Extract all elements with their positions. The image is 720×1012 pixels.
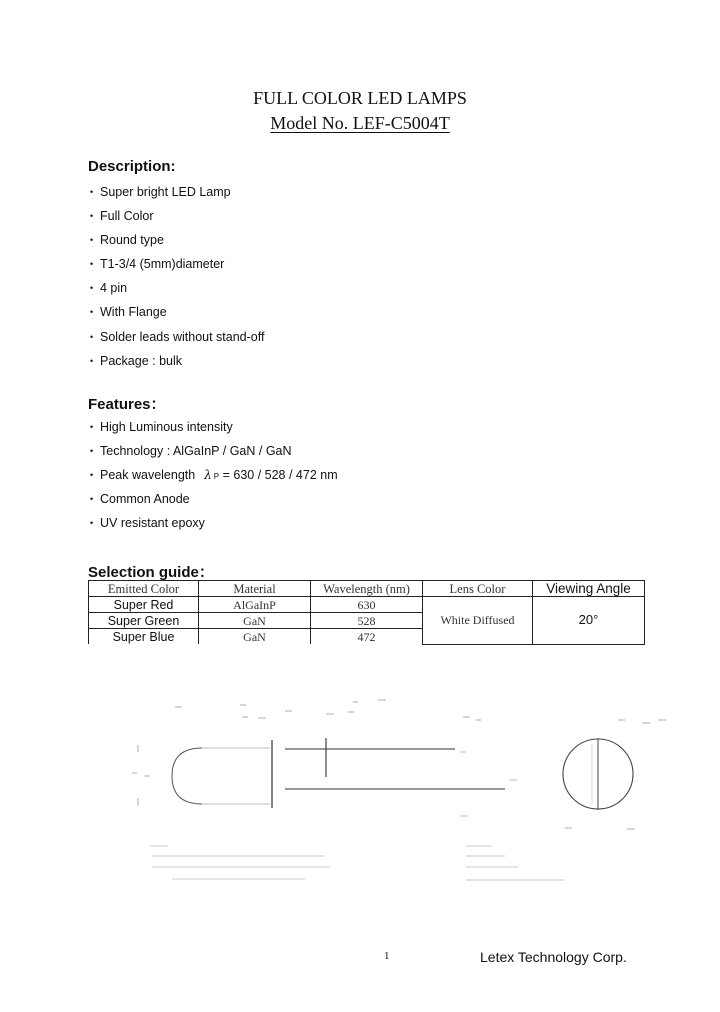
cell-lens-color: White Diffused (423, 597, 533, 645)
table-header-row (89, 581, 645, 597)
list-item: • Technology : AlGaInP / GaN / GaN (90, 444, 338, 468)
peak-wavelength-value: = 630 / 528 / 472 nm (222, 468, 338, 483)
list-item: • With Flange (90, 305, 264, 329)
cell-wavelength: 528 (311, 613, 423, 629)
list-item: • 4 pin (90, 281, 264, 305)
list-item: • T1-3/4 (5mm)diameter (90, 257, 264, 281)
list-item: • Full Color (90, 209, 264, 233)
cell-wavelength: 472 (311, 629, 423, 645)
table-row (89, 597, 645, 613)
cell-viewing-angle: 20° (533, 597, 645, 645)
list-item: • High Luminous intensity (90, 420, 338, 444)
company-name: Letex Technology Corp. (480, 949, 627, 965)
lambda-subscript: P (213, 472, 220, 482)
features-list (90, 420, 338, 540)
list-item-peak-wavelength (90, 468, 338, 492)
cell-color: Super Red (89, 597, 199, 613)
cell-material: GaN (199, 613, 311, 629)
faint-notes (150, 846, 565, 880)
cell-color: Super Blue (89, 629, 199, 645)
list-item: • Common Anode (90, 492, 338, 516)
peak-wavelength-label: Peak wavelength (100, 468, 196, 483)
description-heading: Description: (88, 158, 176, 175)
description-list (90, 185, 264, 378)
header-emitted-color: Emitted Color (89, 581, 199, 597)
list-item: • Round type (90, 233, 264, 257)
cell-material: GaN (199, 629, 311, 645)
lambda-symbol: λ (204, 468, 212, 483)
header-wavelength: Wavelength (nm) (311, 581, 423, 597)
cell-material: AlGaInP (199, 597, 311, 613)
package-dimension-drawing (120, 680, 680, 890)
cell-wavelength: 630 (311, 597, 423, 613)
header-lens-color: Lens Color (423, 581, 533, 597)
led-dome-outline (172, 748, 202, 804)
features-heading: Features： (88, 396, 166, 413)
header-material: Material (199, 581, 311, 597)
selection-guide-heading: Selection guide： (88, 564, 214, 581)
model-number (0, 113, 720, 134)
header-viewing-angle: Viewing Angle (533, 581, 645, 597)
selection-guide-table (88, 580, 645, 645)
cell-color: Super Green (89, 613, 199, 629)
list-item: • UV resistant epoxy (90, 516, 338, 540)
top-dimension-marks (132, 700, 666, 806)
list-item: • Solder leads without stand-off (90, 330, 264, 354)
page-number: 1 (384, 950, 390, 962)
list-item: • Package : bulk (90, 354, 264, 378)
list-item: • Super bright LED Lamp (90, 185, 264, 209)
model-number-text: Model No. LEF-C5004T (270, 113, 450, 133)
document-title: FULL COLOR LED LAMPS (253, 88, 467, 108)
